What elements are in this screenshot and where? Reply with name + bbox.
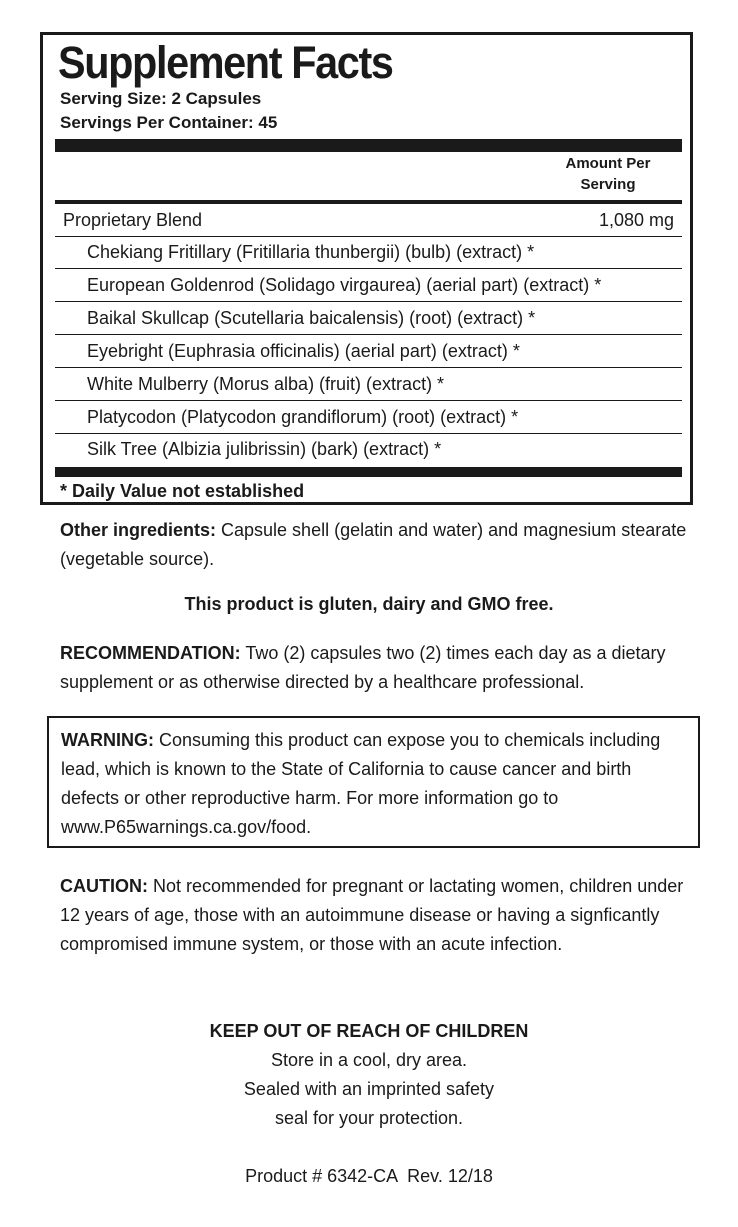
facts-title: Supplement Facts: [58, 37, 393, 88]
amount-header-line1: Amount Per: [565, 155, 651, 172]
blend-amount: 1,080 mg: [598, 210, 674, 230]
amount-header-line2: Serving: [580, 176, 636, 193]
warning-box: [47, 716, 700, 848]
serving-size: Serving Size: 2 Capsules: [60, 89, 262, 108]
storage-line-3: seal for your protection.: [274, 1108, 464, 1128]
daily-value-note: * Daily Value not established: [60, 481, 305, 501]
caution: [60, 872, 690, 959]
warning: [61, 726, 691, 842]
warning-label: WARNING:: [61, 730, 154, 750]
caution-text: Not recommended for pregnant or lactating women, children under 12 years of age, those with an autoimmune disease or having a signficantly compromised immune system, or those with an acute infection.: [60, 876, 684, 954]
storage-line-1: Store in a cool, dry area.: [270, 1050, 468, 1070]
other-ingredients-text: Capsule shell (gelatin and water) and magnesium stearate (vegetable source).: [60, 520, 687, 569]
amount-per-serving-header: [553, 153, 663, 195]
ingredient-name: European Goldenrod (Solidago virgaurea) (aerial part) (extract) *: [87, 275, 602, 295]
free-statement: This product is gluten, dairy and GMO free.: [184, 594, 554, 614]
ingredient-row: [55, 402, 682, 434]
medium-divider: [55, 200, 682, 204]
ingredient-row: [55, 270, 682, 302]
ingredient-name: White Mulberry (Morus alba) (fruit) (extract) *: [87, 374, 445, 394]
thick-divider-top: [55, 139, 682, 152]
ingredient-row: [55, 303, 682, 335]
recommendation-text: Two (2) capsules two (2) times each day as a dietary supplement or as otherwise directed by a healthcare professional.: [60, 643, 666, 692]
recommendation-label: RECOMMENDATION:: [60, 643, 241, 663]
product-code: Product # 6342-CA Rev. 12/18: [245, 1166, 493, 1186]
ingredient-name: Eyebright (Euphrasia officinalis) (aerial part) (extract) *: [87, 341, 520, 361]
ingredient-name: Chekiang Fritillary (Fritillaria thunbergii) (bulb) (extract) *: [87, 242, 535, 262]
ingredient-name: Platycodon (Platycodon grandiflorum) (root) (extract) *: [87, 407, 519, 427]
caution-label: CAUTION:: [60, 876, 148, 896]
storage-line-2: Sealed with an imprinted safety: [243, 1079, 495, 1099]
recommendation: [60, 639, 690, 697]
other-ingredients: [60, 516, 690, 574]
proprietary-blend-row: [55, 205, 682, 237]
keep-out-of-reach: KEEP OUT OF REACH OF CHILDREN: [209, 1021, 529, 1041]
ingredient-row: [55, 434, 682, 466]
other-ingredients-label: Other ingredients:: [60, 520, 217, 540]
supplement-facts-panel: [40, 32, 693, 505]
ingredient-row: [55, 336, 682, 368]
servings-per-container: Servings Per Container: 45: [60, 113, 278, 132]
ingredient-row: [55, 237, 682, 269]
thick-divider-bottom: [55, 467, 682, 477]
blend-name: Proprietary Blend: [63, 210, 203, 230]
ingredient-row: [55, 369, 682, 401]
ingredient-name: Baikal Skullcap (Scutellaria baicalensis) (root) (extract) *: [87, 308, 536, 328]
ingredient-name: Silk Tree (Albizia julibrissin) (bark) (extract) *: [87, 439, 442, 459]
warning-text: Consuming this product can expose you to chemicals including lead, which is known to the State of California to cause cancer and birth defects or other reproductive harm. For more information go to www.P65warnings.ca.gov/food.: [61, 730, 661, 837]
